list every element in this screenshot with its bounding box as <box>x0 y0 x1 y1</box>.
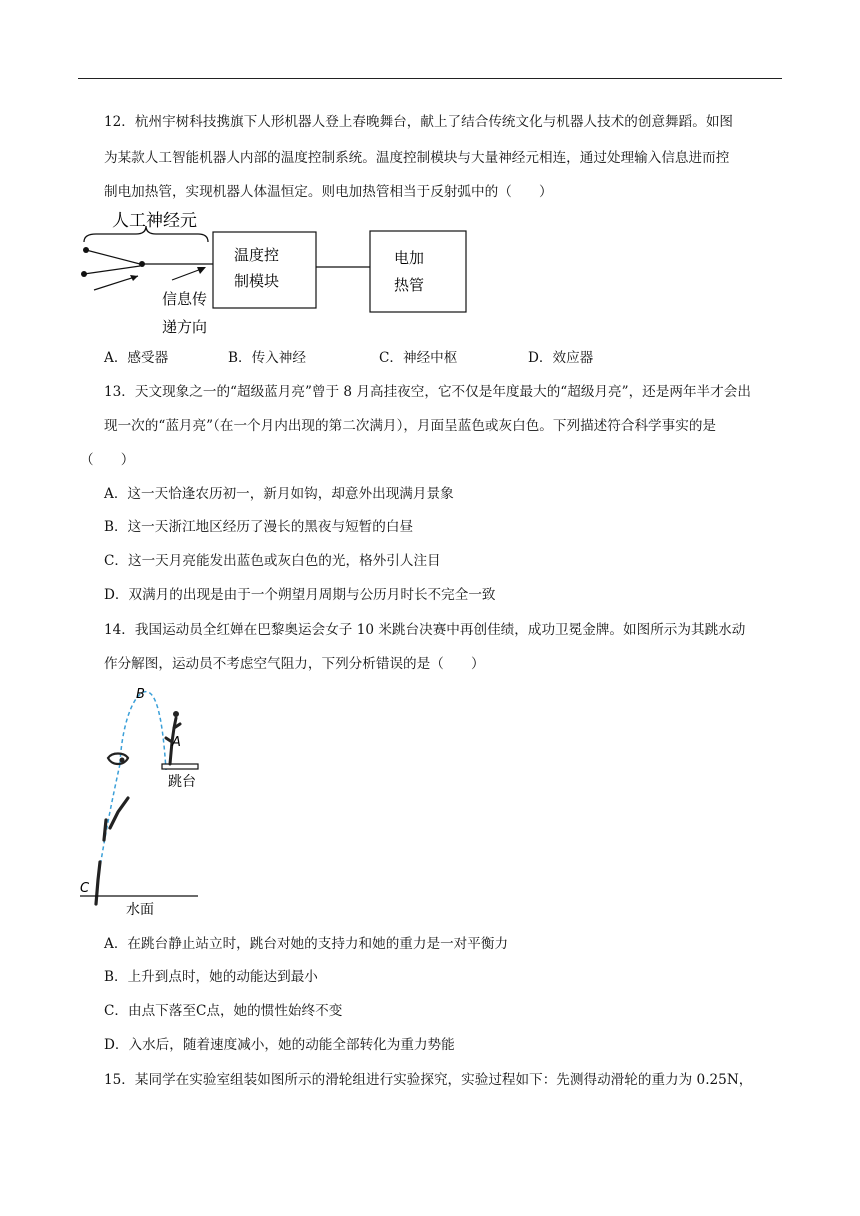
q13-option-c: C．这一天月亮能发出蓝色或灰白色的光，格外引人注目 <box>104 553 441 569</box>
label-b: B <box>136 687 145 702</box>
diver-head-a <box>173 711 179 717</box>
neuron-label: 人工神经元 <box>112 211 197 231</box>
temperature-control-diagram <box>76 208 476 338</box>
platform <box>162 764 198 769</box>
module-box <box>213 232 316 308</box>
module-label-1: 温度控 <box>234 246 280 264</box>
header-rule <box>78 78 782 79</box>
q12-option-a: A．感受器 <box>104 350 169 366</box>
q15-line-1: 15．某同学在实验室组装如图所示的滑轮组进行实验探究，实验过程如下：先测得动滑轮的重力为 0.25N， <box>104 1072 753 1088</box>
diver-tucked <box>108 754 128 765</box>
diver-diagonal <box>110 798 128 828</box>
q14-option-b: B．上升到点时，她的动能达到最小 <box>104 969 318 985</box>
heater-box <box>370 231 466 312</box>
diver-head-tucked <box>120 758 125 763</box>
neuron-line-bottom <box>84 266 140 274</box>
heater-label-1: 电加 <box>394 249 425 267</box>
water-label: 水面 <box>126 902 154 918</box>
q13-line-1: 13．天文现象之一的“超级蓝月亮”曾于 8 月高挂夜空，它不仅是年度最大的“超级月亮”，还是两年半才会出 <box>104 384 751 400</box>
diver-entry <box>96 862 100 904</box>
label-c: C <box>80 881 90 896</box>
q14-option-d: D．入水后，随着速度减小，她的动能全部转化为重力势能 <box>104 1037 455 1053</box>
platform-label: 跳台 <box>168 774 196 790</box>
info-label-1: 信息传 <box>162 290 208 308</box>
q14-line-2: 作分解图，运动员不考虑空气阻力，下列分析错误的是（ ） <box>104 656 485 672</box>
q12-line-1: 12．杭州宇树科技携旗下人形机器人登上春晚舞台，献上了结合传统文化与机器人技术的创意舞蹈。如图 <box>104 114 734 130</box>
heater-label-2: 热管 <box>394 276 425 294</box>
q14-option-c: C．由点下落至C点，她的惯性始终不变 <box>104 1003 343 1019</box>
q13-option-d: D．双满月的出现是由于一个朔望月周期与公历月时长不完全一致 <box>104 587 496 603</box>
q14-option-a: A．在跳台静止站立时，跳台对她的支持力和她的重力是一对平衡力 <box>104 936 509 952</box>
diver-vertical-mid <box>104 820 106 840</box>
q12-option-c: C．神经中枢 <box>379 350 458 366</box>
q12-option-b: B．传入神经 <box>228 350 306 366</box>
module-label-2: 制模块 <box>234 272 280 290</box>
q14-line-1: 14．我国运动员全红婵在巴黎奥运会女子 10 米跳台决赛中再创佳绩，成功卫冕金牌。如图所示为其跳水动 <box>104 622 746 638</box>
q13-option-a: A．这一天恰逢农历初一，新月如钩，却意外出现满月景象 <box>104 486 454 502</box>
neuron-line-top <box>86 250 140 264</box>
q13-line-3: （ ） <box>80 452 135 468</box>
q12-line-2: 为某款人工智能机器人内部的温度控制系统。温度控制模块与大量神经元相连，通过处理输入信息进而控 <box>104 150 730 166</box>
q12-line-3: 制电加热管，实现机器人体温恒定。则电加热管相当于反射弧中的（ ） <box>104 184 553 200</box>
q13-option-b: B．这一天浙江地区经历了漫长的黑夜与短暂的白昼 <box>104 519 414 535</box>
label-a: A <box>172 735 181 750</box>
q12-option-d: D．效应器 <box>528 350 594 366</box>
info-label-2: 递方向 <box>162 318 208 336</box>
diving-figure <box>76 680 206 920</box>
q13-line-2: 现一次的“蓝月亮”（在一个月内出现的第二次满月），月面呈蓝色或灰白色。下列描述符合科学事实的是 <box>104 418 717 434</box>
neuron-arrow <box>94 276 138 290</box>
